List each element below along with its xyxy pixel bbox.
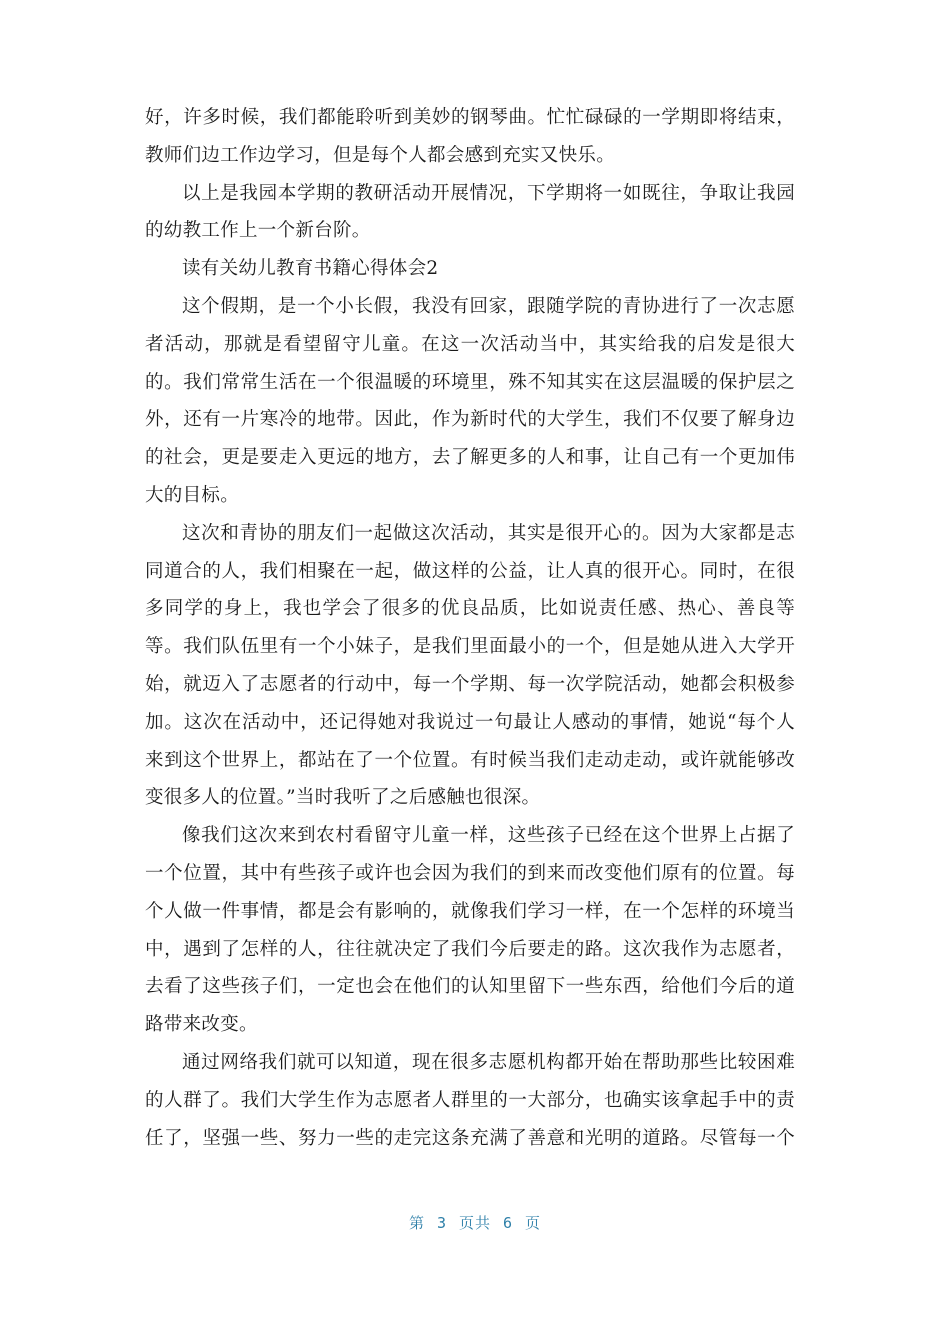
text-line: 任了，坚强一些、努力一些的走完这条充满了善意和光明的道路。尽管每一个	[145, 1127, 795, 1149]
current-page-number: 3	[436, 1214, 447, 1232]
footer-middle: 页共	[458, 1214, 491, 1232]
text-line: 加。这次在活动中，还记得她对我说过一句最让人感动的事情，她说“每个人	[145, 711, 795, 733]
text-line: 同道合的人，我们相聚在一起，做这样的公益，让人真的很开心。同时，在很	[145, 560, 795, 582]
text-line: 去看了这些孩子们，一定也会在他们的认知里留下一些东西，给他们今后的道	[145, 976, 795, 998]
text-line: 读有关幼儿教育书籍心得体会2	[182, 258, 439, 280]
page-footer	[0, 1212, 950, 1233]
text-line: 的人群了。我们大学生作为志愿者人群里的一大部分，也确实该拿起手中的责	[145, 1089, 795, 1111]
footer-prefix: 第	[408, 1214, 425, 1232]
text-line: 这个假期，是一个小长假，我没有回家，跟随学院的青协进行了一次志愿	[182, 295, 795, 317]
text-line: 外，还有一片寒冷的地带。因此，作为新时代的大学生，我们不仅要了解身边	[145, 409, 795, 431]
text-line: 大的目标。	[145, 484, 240, 506]
text-line: 变很多人的位置。”当时我听了之后感触也很深。	[145, 787, 541, 809]
text-line: 路带来改变。	[145, 1014, 258, 1036]
text-line: 一个位置，其中有些孩子或许也会因为我们的到来而改变他们原有的位置。每	[145, 862, 795, 884]
text-line: 多同学的身上，我也学会了很多的优良品质，比如说责任感、热心、善良等	[145, 598, 795, 620]
text-line: 中，遇到了怎样的人，往往就决定了我们今后要走的路。这次我作为志愿者，	[145, 938, 795, 960]
text-line: 的社会，更是要走入更远的地方，去了解更多的人和事，让自己有一个更加伟	[145, 447, 795, 469]
text-line: 以上是我园本学期的教研活动开展情况，下学期将一如既往，争取让我园	[182, 182, 795, 204]
text-line: 始，就迈入了志愿者的行动中，每一个学期、每一次学院活动，她都会积极参	[145, 673, 795, 695]
text-line: 等。我们队伍里有一个小妹子，是我们里面最小的一个，但是她从进入大学开	[145, 636, 795, 658]
text-line: 通过网络我们就可以知道，现在很多志愿机构都开始在帮助那些比较困难	[182, 1051, 795, 1073]
text-line: 来到这个世界上，都站在了一个位置。有时候当我们走动走动，或许就能够改	[145, 749, 795, 771]
text-line: 好，许多时候，我们都能聆听到美妙的钢琴曲。忙忙碌碌的一学期即将结束，	[145, 107, 795, 128]
text-line: 这次和青协的朋友们一起做这次活动，其实是很开心的。因为大家都是志	[182, 522, 795, 544]
text-line: 的。我们常常生活在一个很温暖的环境里，殊不知其实在这层温暖的保护层之	[145, 371, 795, 393]
text-line: 教师们边工作边学习，但是每个人都会感到充实又快乐。	[145, 144, 616, 166]
text-line: 个人做一件事情，都是会有影响的，就像我们学习一样，在一个怎样的环境当	[145, 900, 795, 922]
footer-suffix: 页	[525, 1214, 542, 1232]
text-line: 像我们这次来到农村看留守儿童一样，这些孩子已经在这个世界上占据了	[182, 825, 795, 847]
document-body	[145, 99, 795, 1157]
text-line: 的幼教工作上一个新台阶。	[145, 220, 371, 242]
total-pages-number: 6	[503, 1214, 514, 1232]
text-line: 者活动，那就是看望留守儿童。在这一次活动当中，其实给我的启发是很大	[145, 333, 795, 355]
